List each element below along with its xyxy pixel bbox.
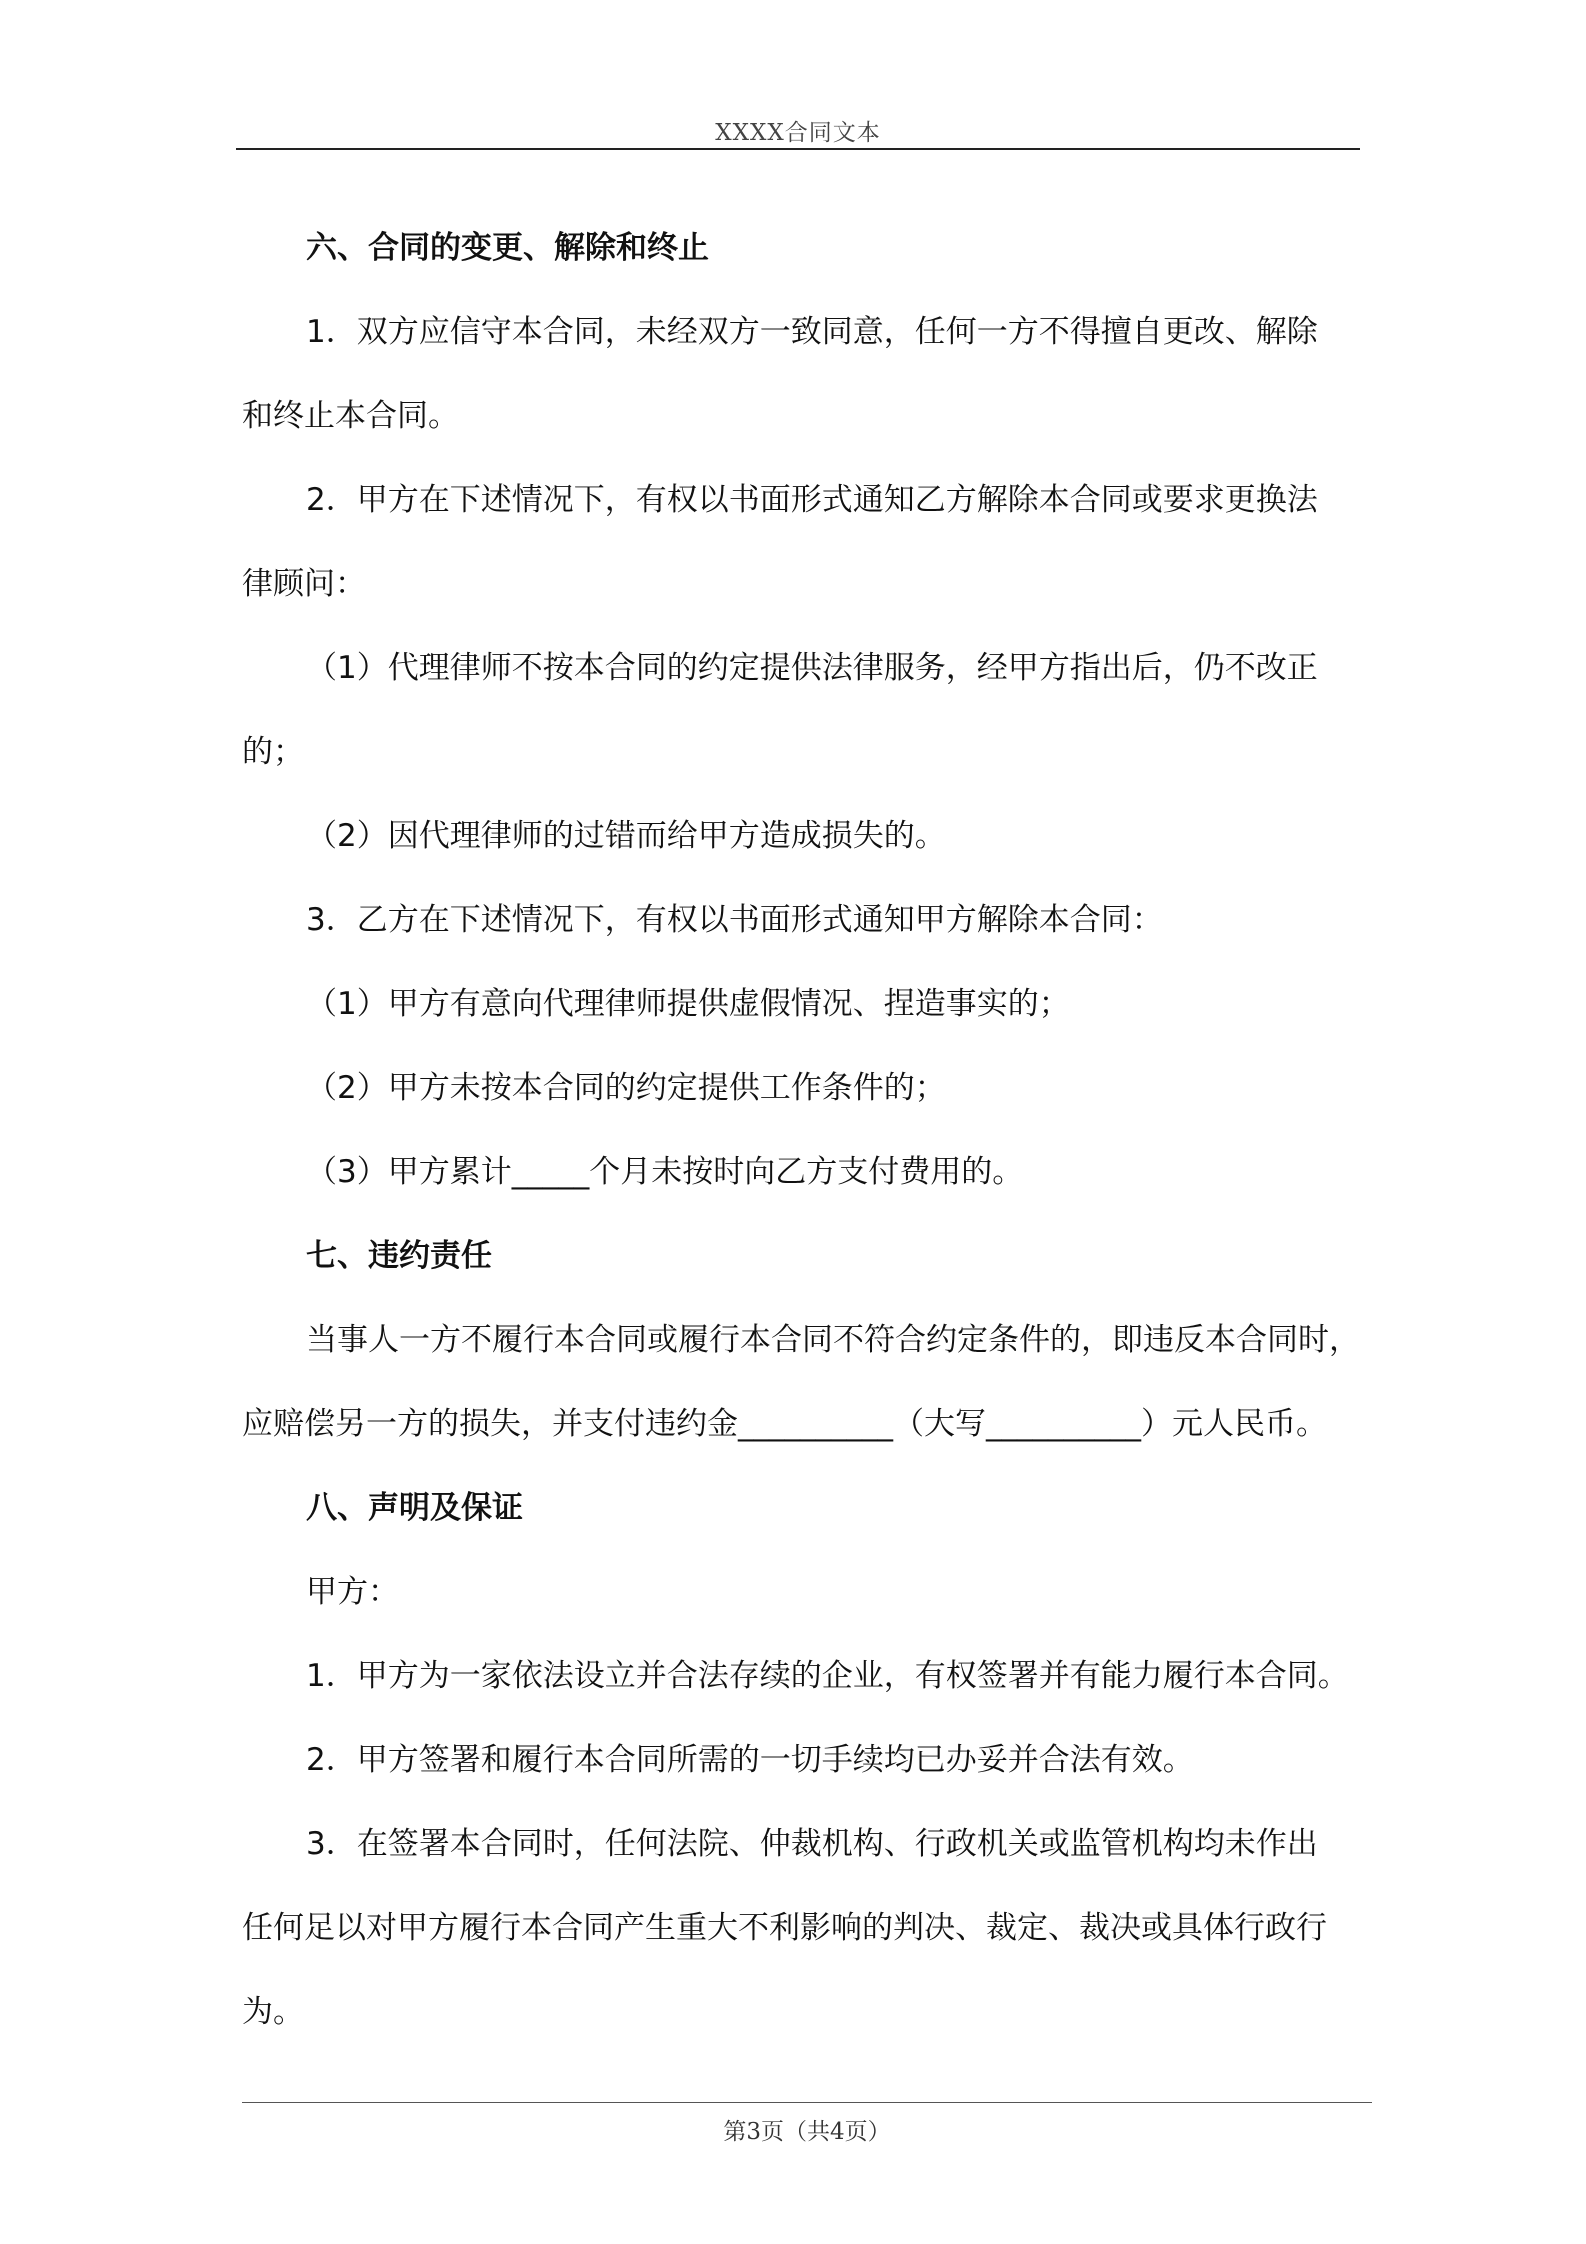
paragraph-line: 和终止本合同。 bbox=[242, 398, 459, 434]
paragraph-line: 2．甲方在下述情况下，有权以书面形式通知乙方解除本合同或要求更换法 bbox=[306, 482, 1318, 518]
paragraph-line: （2）因代理律师的过错而给甲方造成损失的。 bbox=[306, 818, 946, 854]
paragraph-line: 3．乙方在下述情况下，有权以书面形式通知甲方解除本合同： bbox=[306, 902, 1163, 938]
paragraph-line: 1．双方应信守本合同，未经双方一致同意，任何一方不得擅自更改、解除 bbox=[306, 314, 1318, 350]
paragraph-line: （2）甲方未按本合同的约定提供工作条件的； bbox=[306, 1070, 946, 1106]
section-heading-8: 八、声明及保证 bbox=[306, 1490, 523, 1526]
paragraph-line: 2．甲方签署和履行本合同所需的一切手续均已办妥并合法有效。 bbox=[306, 1742, 1194, 1778]
paragraph-line: 任何足以对甲方履行本合同产生重大不利影响的判决、裁定、裁决或具体行政行 bbox=[242, 1910, 1327, 1946]
paragraph-line: 当事人一方不履行本合同或履行本合同不符合约定条件的，即违反本合同时， bbox=[306, 1322, 1360, 1358]
paragraph-line: （1）甲方有意向代理律师提供虚假情况、捏造事实的； bbox=[306, 986, 1070, 1022]
paragraph-line: 应赔偿另一方的损失，并支付违约金__________（大写__________）元人民币。 bbox=[242, 1406, 1327, 1442]
page-footer bbox=[242, 2102, 1372, 2146]
paragraph-line: （1）代理律师不按本合同的约定提供法律服务，经甲方指出后，仍不改正 bbox=[306, 650, 1318, 686]
paragraph-line: 的； bbox=[242, 734, 304, 770]
paragraph-line: （3）甲方累计_____个月未按时向乙方支付费用的。 bbox=[306, 1154, 1024, 1190]
paragraph-line: 1．甲方为一家依法设立并合法存续的企业，有权签署并有能力履行本合同。 bbox=[306, 1658, 1349, 1694]
paragraph-line: 律顾问： bbox=[242, 566, 366, 602]
paragraph-line: 甲方： bbox=[306, 1574, 399, 1610]
page-header bbox=[236, 108, 1360, 150]
document-body bbox=[242, 206, 1372, 2054]
paragraph-line: 3．在签署本合同时，任何法院、仲裁机构、行政机关或监管机构均未作出 bbox=[306, 1826, 1318, 1862]
paragraph-line: 为。 bbox=[242, 1994, 304, 2030]
section-heading-6: 六、合同的变更、解除和终止 bbox=[306, 230, 709, 266]
section-heading-7: 七、违约责任 bbox=[306, 1238, 492, 1274]
page-number: 第3页（共4页） bbox=[723, 2119, 891, 2145]
header-title: XXXX合同文本 bbox=[715, 120, 881, 146]
